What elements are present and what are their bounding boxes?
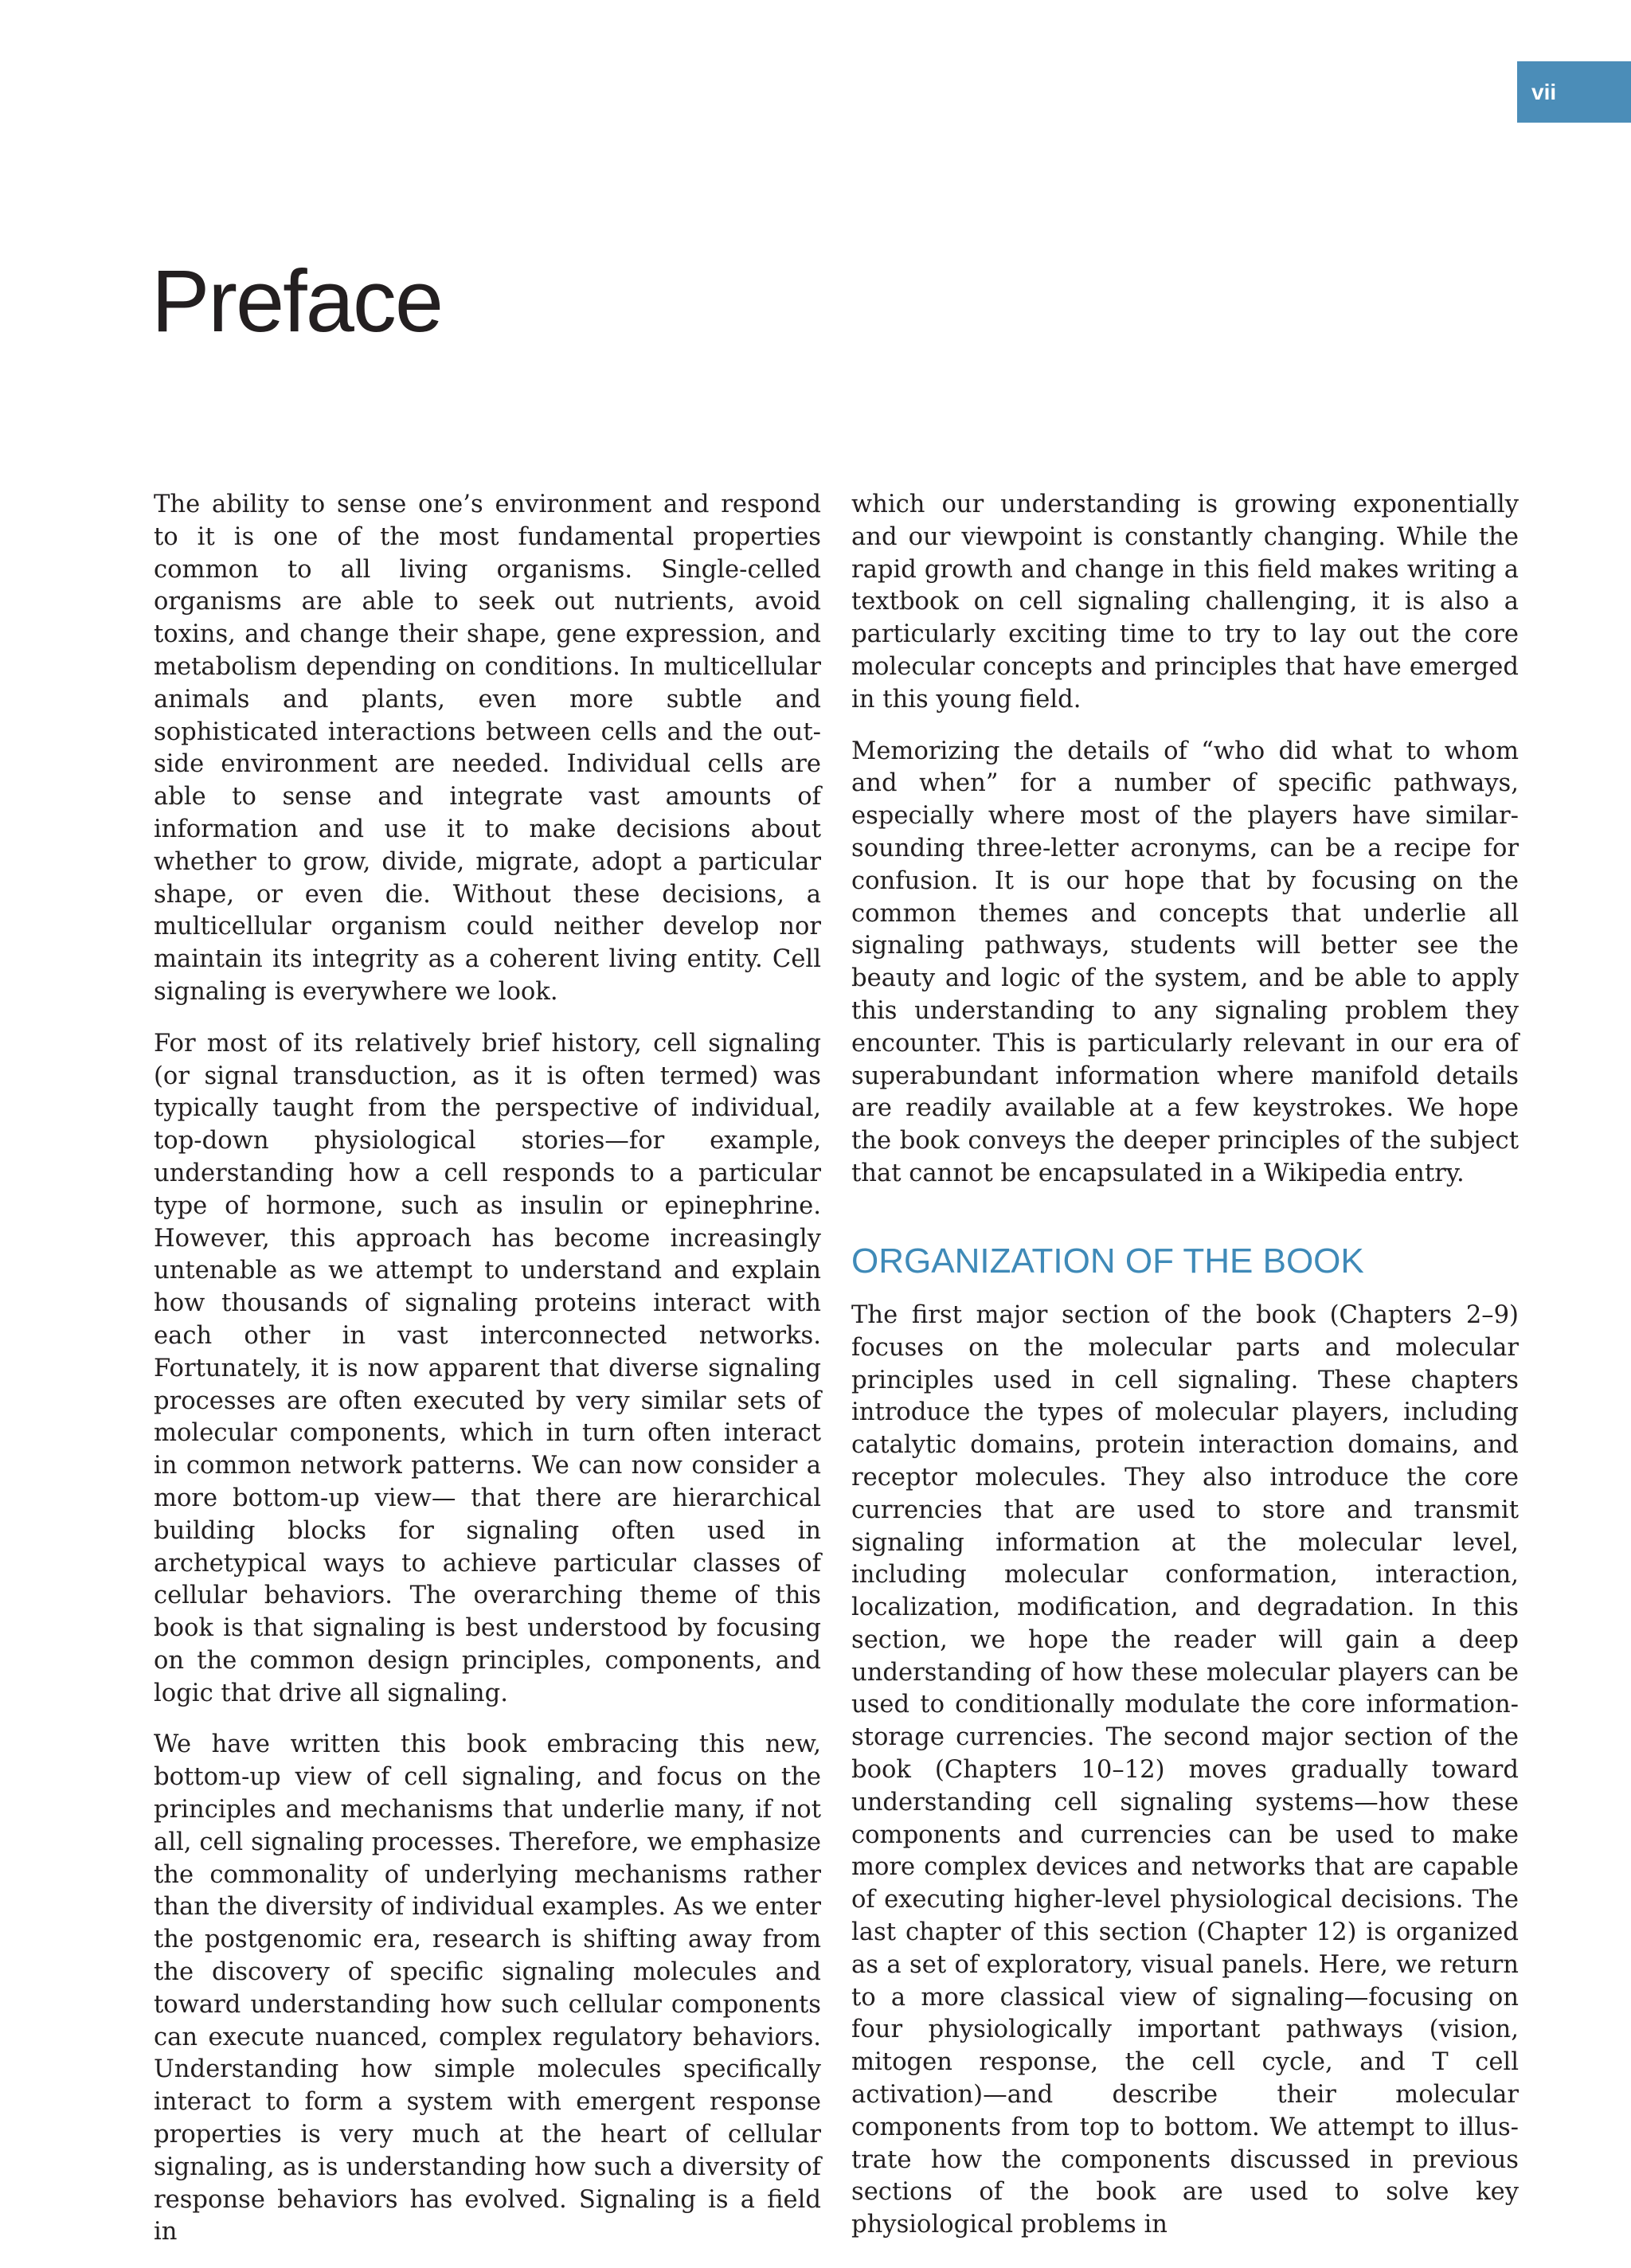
body-paragraph: which our understanding is growing exponentially and our viewpoint is constantly changing. While the rapid growth and change in this field makes writing a textbook on cell signaling challenging, it is also a particularly exciting time to try to lay out the core molecular concepts and principles that have emerged in this young field. xyxy=(851,491,1519,714)
body-paragraph: Memorizing the details of “who did what to whom and when” for a number of specific pathways, especially where most of the players have similar-sounding three-letter acronyms, can be a recipe for confusion. It is our hope that by focusing on the common themes and concepts that underlie all signaling pathways, students will better see the beauty and logic of the system, and be able to apply this understanding to any signaling problem they encounter. This is particularly relevant in our era of superabundant information where manifold details are readily available at a few keystrokes. We hope the book conveys the deeper principles of the subject that cannot be encapsulated in a Wikipedia entry. xyxy=(851,737,1519,1187)
body-paragraph: The ability to sense one’s environment and respond to it is one of the most fundamental properties common to all living organisms. Single-celled organisms are able to seek out nutrients, avoid toxins, and change their shape, gene expression, and metabolism depending on conditions. In multicellular animals and plants, even more subtle and sophisticated interactions between cells and the outside environment are needed. Individual cells are able to sense and integrate vast amounts of information and use it to make decisions about whether to grow, divide, migrate, adopt a particular shape, or even die. Without these decisions, a multicellular organism could neither develop nor maintain its integrity as a coherent living entity. Cell signaling is everywhere we look. xyxy=(154,491,821,1006)
page-title: Preface xyxy=(151,252,443,350)
page-number-tab xyxy=(1517,61,1631,123)
section-heading: ORGANIZATION OF THE BOOK xyxy=(851,1241,1364,1281)
body-paragraph: For most of its relatively brief history, cell signaling (or signal transduction, as it is often termed) was typically taught from the perspective of individual, top-down physiological stories—for example, understanding how a cell responds to a particular type of hormone, such as insulin or epinephrine. However, this approach has become increasingly untenable as we attempt to understand and explain how thousands of signaling proteins interact with each other in vast interconnected networks. Fortunately, it is now apparent that diverse signaling processes are often executed by very similar sets of molecular components, which in turn often interact in common network patterns. We can now consider a more bottom-up view— that there are hierarchical building blocks for signaling often used in archetypical ways to achieve particular classes of cellular behaviors. The overarching theme of this book is that signaling is best understood by focusing on the common design principles, components, and logic that drive all signaling. xyxy=(154,1029,821,1707)
body-paragraph: We have written this book embracing this new, bottom-up view of cell signaling, and focus on the principles and mechanisms that underlie many, if not all, cell signaling processes. Therefore, we emphasize the commonality of underlying mechanisms rather than the diversity of individual examples. As we enter the postgenomic era, research is shifting away from the discovery of specific signaling molecules and toward understanding how such cellular components can execute nuanced, complex regulatory behaviors. Understanding how simple molecules specifically interact to form a system with emergent response properties is very much at the heart of cellular signaling, as is understanding how such a diversity of response behaviors has evolved. Signaling is a field in xyxy=(154,1730,821,2246)
left-column xyxy=(154,489,821,2268)
body-paragraph: The first major section of the book (Chapters 2–9) focuses on the molecular parts and molecular principles used in cell signaling. These chapters introduce the types of molecular players, including catalytic domains, protein interaction domains, and receptor molecules. They also introduce the core currencies that are used to store and transmit signaling information at the molecular level, including molecular conformation, interaction, localization, modification, and degradation. In this section, we hope the reader will gain a deep understanding of how these molecular players can be used to conditionally modulate the core information-storage currencies. The second major section of the book (Chapters 10–12) moves gradually toward understanding cell signaling systems—how these components and currencies can be used to make more complex devices and networks that are capable of executing higher-level physiological decisions. The last chapter of this section (Chapter 12) is organized as a set of exploratory, visual panels. Here, we return to a more classical view of signaling—focusing on four physiologically important pathways (vision, mitogen response, the cell cycle, and T cell activation)—and describe their molecular components from top to bottom. We attempt to illustrate how the components discussed in previous sections of the book are used to solve key physiological problems in xyxy=(851,1300,1519,2239)
page-number: vii xyxy=(1531,80,1557,104)
right-column xyxy=(851,489,1519,2261)
